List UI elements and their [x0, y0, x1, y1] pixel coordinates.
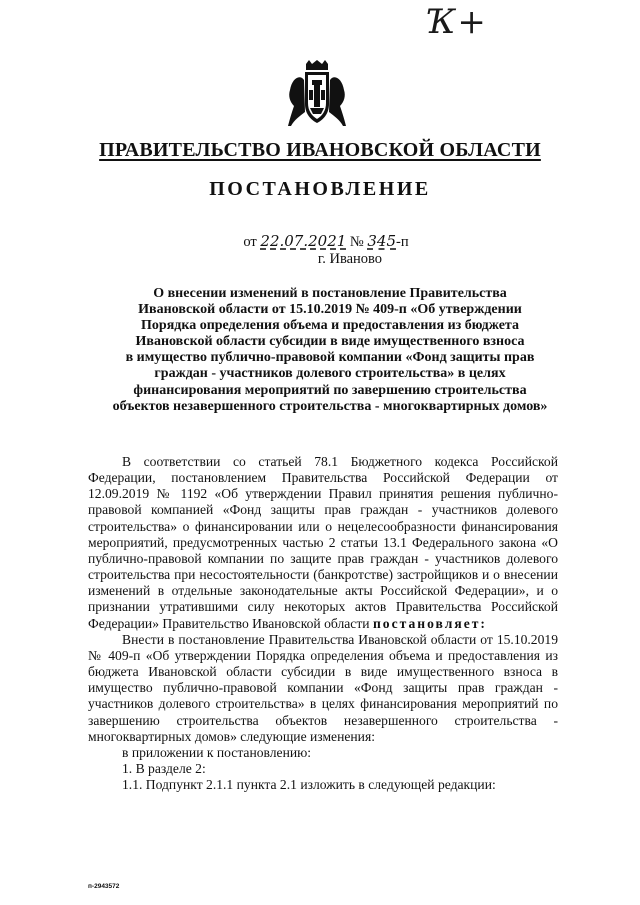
- amendment-paragraph: Внести в постановление Правительства Ивановской области от 15.10.2019 № 409-п «Об утверждении Порядка определения объема и предоставления из бюджета Ивановской области субсидии в виде имущественного взноса в имущество публично-правовой компании «Фонд защиты прав граждан - участников долевого строительства» в целях финансирования мероприятий по завершению строительства объектов незавершенного строительства - многоквартирных домов» следующие изменения:: [88, 631, 558, 744]
- document-code: п-2943572: [88, 883, 120, 890]
- date-prefix: от: [243, 234, 257, 250]
- document-type: ПОСТАНОВЛЕНИЕ: [209, 178, 431, 200]
- subject-line: О внесении изменений в постановление Правительства: [153, 286, 507, 301]
- document-subject: [70, 286, 590, 415]
- subject-line: граждан - участников долевого строительства» в целях: [154, 366, 506, 382]
- subject-line: финансирования мероприятий по завершению строительства: [133, 382, 527, 398]
- document-number: 345: [367, 232, 397, 250]
- subsection-item: 1.1. Подпункт 2.1.1 пункта 2.1 изложить в следующей редакции:: [122, 777, 496, 793]
- appendix-line: в приложении к постановлению:: [122, 744, 312, 760]
- date-number-line: [6, 232, 640, 251]
- government-title: ПРАВИТЕЛЬСТВО ИВАНОВСКОЙ ОБЛАСТИ: [99, 139, 541, 161]
- handwritten-mark: Ҡ+: [425, 2, 488, 42]
- subject-line: объектов незавершенного строительства - многоквартирных домов»: [112, 398, 548, 414]
- preamble-paragraph: В соответствии со статьей 78.1 Бюджетного кодекса Российской Федерации, постановлением Правительства Российской Федерации от 12.09.2019 № 1192 «Об утверждении Правил принятия решения публично-правовой компанией «Фонд защиты прав граждан - участников долевого строительства» о финансировании или о нецелесообразности финансирования мероприятий, предусмотренных частью 2 статьи 13.1 Федерального закона «О публично-правовой компании по защите прав граждан - участников долевого строительства при несостоятельности (банкротстве) застройщиков и о внесении изменений в отдельные законодательные акты Российской Федерации», и о признании утратившими силу некоторых актов Правительства Российской Федерации» Правительство Ивановской области постановляет:: [88, 454, 558, 631]
- resolves-word: постановляет:: [372, 615, 487, 631]
- number-label: №: [349, 234, 364, 250]
- city: г. Иваново: [317, 251, 383, 267]
- subject-line: в имущество публично-правовой компании «Фонд защиты прав: [125, 350, 535, 366]
- document-date: 22.07.2021: [260, 232, 347, 250]
- coat-of-arms-icon: [288, 60, 346, 128]
- subject-line: Порядка определения объема и предоставления из бюджета: [141, 318, 519, 334]
- document-body: [88, 454, 558, 793]
- subject-line: Ивановской области от 15.10.2019 № 409-п «Об утверждении: [138, 302, 522, 318]
- subject-line: Ивановской области субсидии в виде имущественного взноса: [135, 334, 525, 350]
- section-item: 1. В разделе 2:: [122, 760, 206, 776]
- number-suffix: -п: [396, 234, 409, 250]
